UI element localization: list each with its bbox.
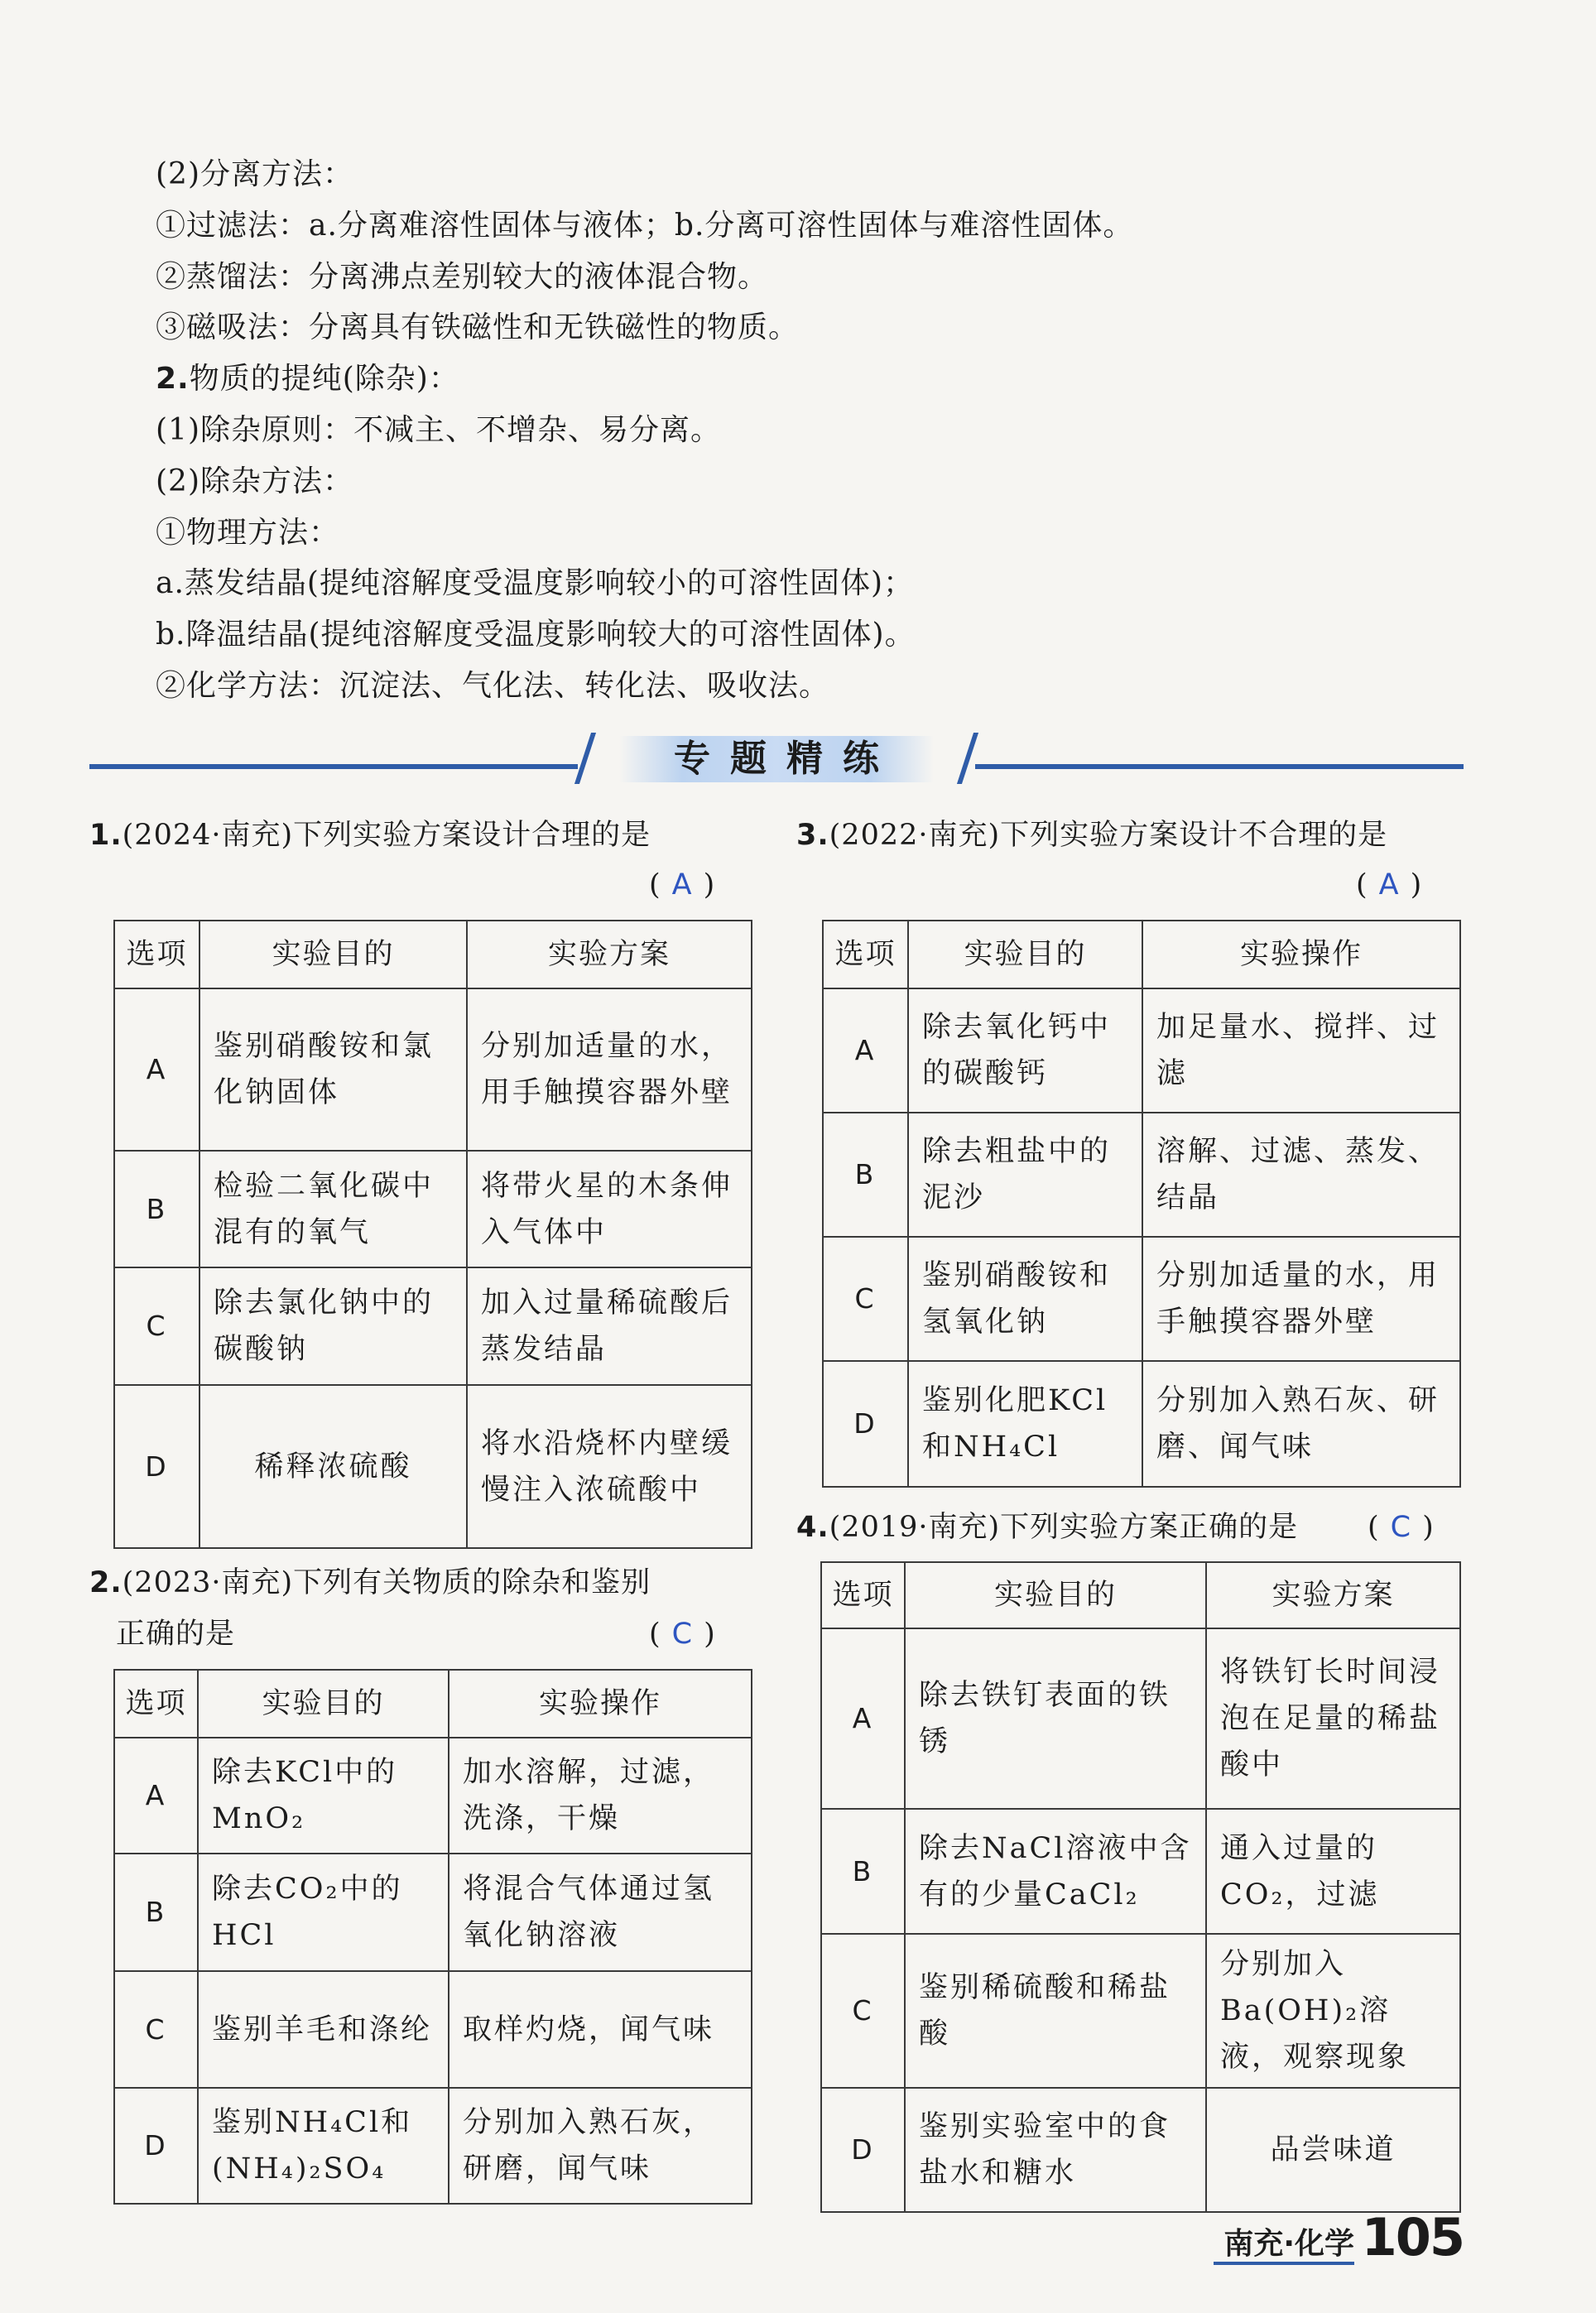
q3-row-b-purpose: 除去粗盐中的泥沙 [908, 1113, 1142, 1237]
table-row [114, 1854, 752, 1971]
q1-row-b-option: B [114, 1151, 200, 1267]
q3-number: 3. [796, 819, 829, 852]
q3-table [822, 920, 1461, 1488]
q4-row-d-option: D [821, 2088, 905, 2212]
table-row [114, 1151, 752, 1267]
q4-table [820, 1561, 1461, 2213]
q2-row-c-purpose: 鉴别羊毛和涤纶 [198, 1971, 449, 2088]
q4-row-b-option: B [821, 1809, 905, 1934]
table-row [114, 2088, 752, 2204]
table-row [823, 1361, 1460, 1487]
q2-row-d-operation: 分别加入熟石灰，研磨，闻气味 [449, 2088, 752, 2204]
q1-row-b-purpose: 检验二氧化碳中混有的氧气 [200, 1151, 467, 1267]
q1-table [113, 920, 752, 1549]
banner-rule-left [89, 764, 578, 769]
table-row [114, 1385, 752, 1548]
q2-table [113, 1669, 752, 2205]
q3-header-purpose: 实验目的 [908, 921, 1142, 988]
q2-row-b-operation: 将混合气体通过氢氧化钠溶液 [449, 1854, 752, 1971]
q1-stem [89, 810, 651, 860]
q3-row-b-option: B [823, 1113, 908, 1237]
q4-number: 4. [796, 1511, 829, 1544]
q2-row-b-option: B [114, 1854, 198, 1971]
q1-text: (2024·南充)下列实验方案设计合理的是 [122, 819, 651, 852]
banner-slash-right [957, 733, 978, 784]
q1-row-b-plan: 将带火星的木条伸入气体中 [467, 1151, 752, 1267]
q4-row-c-plan: 分别加入Ba(OH)₂溶液，观察现象 [1206, 1934, 1460, 2088]
q3-answer-bracket: ( A ) [1356, 868, 1422, 902]
q3-answer: A [1378, 868, 1399, 902]
q1-row-d-purpose: 稀释浓硫酸 [200, 1385, 467, 1548]
intro-line: (1)除杂原则：不减主、不增杂、易分离。 [156, 412, 721, 447]
intro-line: b.降温结晶(提纯溶解度受温度影响较大的可溶性固体)。 [156, 618, 916, 652]
q4-answer: C [1390, 1511, 1411, 1544]
q3-row-a-purpose: 除去氧化钙中的碳酸钙 [908, 988, 1142, 1113]
table-row [114, 1738, 752, 1854]
q1-header-purpose: 实验目的 [200, 921, 467, 988]
q1-row-c-option: C [114, 1267, 200, 1385]
q2-answer: C [671, 1618, 693, 1651]
intro-heading-text: 物质的提纯(除杂)： [189, 362, 459, 397]
q1-row-c-plan: 加入过量稀硫酸后蒸发结晶 [467, 1267, 752, 1385]
q4-row-c-option: C [821, 1934, 905, 2088]
q4-row-a-option: A [821, 1628, 905, 1809]
q2-row-a-operation: 加水溶解，过滤，洗涤，干燥 [449, 1738, 752, 1854]
intro-line: ③磁吸法：分离具有铁磁性和无铁磁性的物质。 [156, 310, 800, 345]
intro-heading-num: 2. [156, 362, 190, 397]
q1-answer: A [671, 868, 692, 902]
q3-row-a-option: A [823, 988, 908, 1113]
q3-header-operation: 实验操作 [1142, 921, 1460, 988]
q3-text: (2022·南充)下列实验方案设计不合理的是 [829, 819, 1388, 852]
page-number: 105 [1361, 2207, 1464, 2267]
q2-row-b-purpose: 除去CO₂中的HCl [198, 1854, 449, 1971]
intro-line: (2)分离方法： [156, 157, 353, 191]
q2-header-row [114, 1670, 752, 1738]
q4-header-purpose: 实验目的 [905, 1562, 1206, 1628]
q4-row-d-plan: 品尝味道 [1206, 2088, 1460, 2212]
q3-row-d-operation: 分别加入熟石灰、研磨、闻气味 [1142, 1361, 1460, 1487]
footer-underline [1214, 2262, 1354, 2265]
q1-number: 1. [89, 819, 123, 852]
q4-header-row [821, 1562, 1460, 1628]
q2-header-operation: 实验操作 [449, 1670, 752, 1738]
q4-header-option: 选项 [821, 1562, 905, 1628]
intro-line: (2)除杂方法： [156, 464, 353, 498]
q4-row-b-purpose: 除去NaCl溶液中含有的少量CaCl₂ [905, 1809, 1206, 1934]
q1-row-a-option: A [114, 988, 200, 1151]
q2-row-a-option: A [114, 1738, 198, 1854]
q3-row-b-operation: 溶解、过滤、蒸发、结晶 [1142, 1113, 1460, 1237]
q2-row-a-purpose: 除去KCl中的MnO₂ [198, 1738, 449, 1854]
q1-row-a-plan: 分别加适量的水，用手触摸容器外壁 [467, 988, 752, 1151]
q2-header-purpose: 实验目的 [198, 1670, 449, 1738]
banner-rule-right [975, 764, 1464, 769]
intro-line: ②化学方法：沉淀法、气化法、转化法、吸收法。 [156, 668, 830, 703]
table-row [823, 1113, 1460, 1237]
q2-header-option: 选项 [114, 1670, 198, 1738]
intro-text [156, 149, 1480, 712]
q3-row-c-purpose: 鉴别硝酸铵和氢氧化钠 [908, 1237, 1142, 1361]
footer-label: 南充·化学 [1223, 2227, 1354, 2261]
q1-row-d-plan: 将水沿烧杯内壁缓慢注入浓硫酸中 [467, 1385, 752, 1548]
q3-row-c-operation: 分别加适量的水，用手触摸容器外壁 [1142, 1237, 1460, 1361]
table-row [823, 1237, 1460, 1361]
table-row [823, 988, 1460, 1113]
q3-row-d-purpose: 鉴别化肥KCl和NH₄Cl [908, 1361, 1142, 1487]
table-row [821, 1809, 1460, 1934]
q3-header-option: 选项 [823, 921, 908, 988]
q4-answer-bracket: ( C ) [1368, 1511, 1434, 1544]
q2-text-line1: (2023·南充)下列有关物质的除杂和鉴别 [122, 1566, 651, 1599]
intro-line: a.蒸发结晶(提纯溶解度受温度影响较小的可溶性固体)； [156, 566, 914, 601]
q2-answer-bracket: ( C ) [649, 1618, 715, 1651]
q1-header-plan: 实验方案 [467, 921, 752, 988]
q2-stem [89, 1558, 651, 1608]
q2-text-line2: 正确的是 [116, 1618, 236, 1651]
q2-row-c-operation: 取样灼烧，闻气味 [449, 1971, 752, 2088]
table-row [821, 2088, 1460, 2212]
q3-row-a-operation: 加足量水、搅拌、过滤 [1142, 988, 1460, 1113]
q1-row-c-purpose: 除去氯化钠中的碳酸钠 [200, 1267, 467, 1385]
intro-line: ①过滤法：a.分离难溶性固体与液体；b.分离可溶性固体与难溶性固体。 [156, 208, 1134, 243]
q4-row-a-plan: 将铁钉长时间浸泡在足量的稀盐酸中 [1206, 1628, 1460, 1809]
q1-row-d-option: D [114, 1385, 200, 1548]
banner-slash-left [574, 733, 596, 784]
q4-header-plan: 实验方案 [1206, 1562, 1460, 1628]
q1-header-option: 选项 [114, 921, 200, 988]
table-row [114, 988, 752, 1151]
intro-line: ②蒸馏法：分离沸点差别较大的液体混合物。 [156, 259, 769, 294]
table-row [114, 1267, 752, 1385]
q2-number: 2. [89, 1566, 123, 1599]
intro-line: ①物理方法： [156, 515, 340, 550]
q3-row-c-option: C [823, 1237, 908, 1361]
q1-row-a-purpose: 鉴别硝酸铵和氯化钠固体 [200, 988, 467, 1151]
section-title: 专题精练 [619, 736, 934, 782]
intro-heading [156, 353, 1480, 405]
q4-row-d-purpose: 鉴别实验室中的食盐水和糖水 [905, 2088, 1206, 2212]
q4-text: (2019·南充)下列实验方案正确的是 [829, 1511, 1299, 1544]
q3-row-d-option: D [823, 1361, 908, 1487]
q4-stem [796, 1503, 1298, 1552]
q1-header-row [114, 921, 752, 988]
q3-stem [796, 810, 1387, 860]
q4-row-a-purpose: 除去铁钉表面的铁锈 [905, 1628, 1206, 1809]
q4-row-c-purpose: 鉴别稀硫酸和稀盐酸 [905, 1934, 1206, 2088]
table-row [821, 1934, 1460, 2088]
table-row [821, 1628, 1460, 1809]
section-banner [89, 733, 1464, 799]
q3-header-row [823, 921, 1460, 988]
q4-row-b-plan: 通入过量的CO₂，过滤 [1206, 1809, 1460, 1934]
table-row [114, 1971, 752, 2088]
q2-row-c-option: C [114, 1971, 198, 2088]
q1-answer-bracket: ( A ) [649, 868, 715, 902]
q2-row-d-option: D [114, 2088, 198, 2204]
q2-row-d-purpose: 鉴别NH₄Cl和(NH₄)₂SO₄ [198, 2088, 449, 2204]
